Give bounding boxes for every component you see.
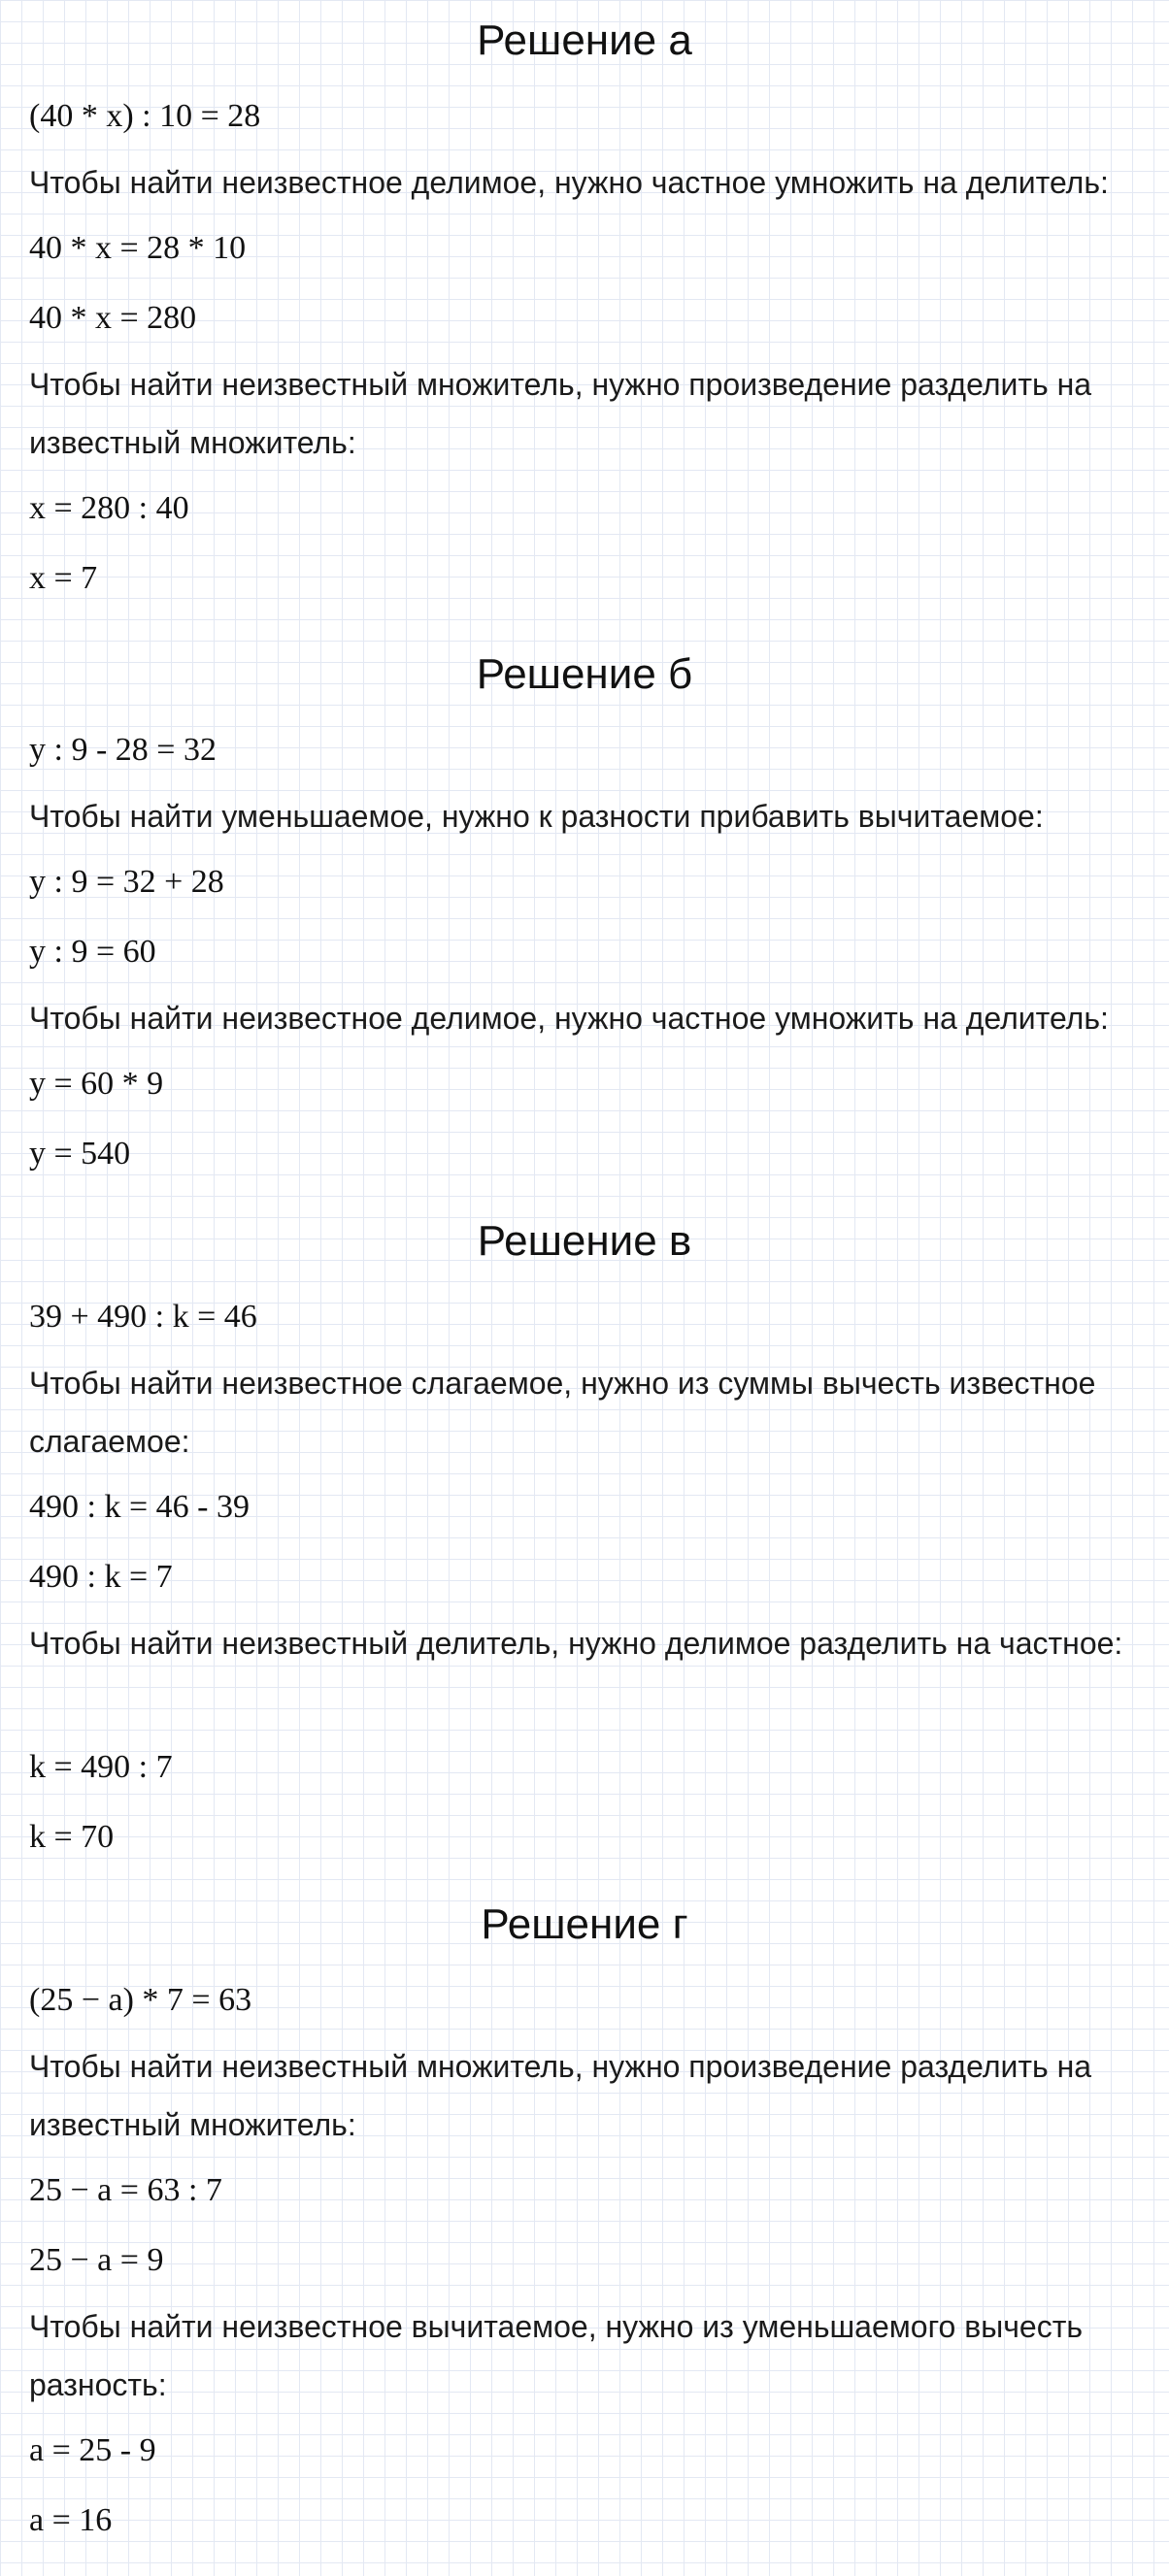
explanation-text: Чтобы найти неизвестный делитель, нужно делимое разделить на частное: bbox=[29, 1626, 1123, 1661]
equation-line: 40 * x = 28 * 10 bbox=[29, 230, 247, 266]
explanation-text: Чтобы найти неизвестное делимое, нужно частное умножить на делитель: bbox=[29, 1001, 1109, 1036]
explanation-text: Чтобы найти неизвестное слагаемое, нужно из суммы вычесть известное слагаемое: bbox=[29, 1366, 1096, 1459]
section-title: Решение а bbox=[477, 17, 692, 64]
equation-line: 490 : k = 46 - 39 bbox=[29, 1489, 250, 1525]
explanation-text: Чтобы найти уменьшаемое, нужно к разности прибавить вычитаемое: bbox=[29, 799, 1044, 834]
section-title: Решение в bbox=[477, 1217, 692, 1265]
equation-line: y = 540 bbox=[29, 1136, 131, 1172]
equation-line: k = 70 bbox=[29, 1819, 115, 1855]
explanation-text: Чтобы найти неизвестный множитель, нужно произведение разделить на известный множитель: bbox=[29, 367, 1092, 460]
equation-line: x = 280 : 40 bbox=[29, 490, 189, 526]
equation-line: 490 : k = 7 bbox=[29, 1559, 173, 1595]
equation-line: a = 25 - 9 bbox=[29, 2432, 156, 2468]
solution-section-a bbox=[0, 0, 1169, 613]
section-title: Решение б bbox=[476, 650, 693, 698]
equation-line: y = 60 * 9 bbox=[29, 1066, 164, 1102]
solution-section-g bbox=[0, 1884, 1169, 2556]
explanation-text: Чтобы найти неизвестное вычитаемое, нужно из уменьшаемого вычесть разность: bbox=[29, 2309, 1084, 2402]
explanation-text: Чтобы найти неизвестный множитель, нужно произведение разделить на известный множитель: bbox=[29, 2049, 1092, 2142]
equation-line: 39 + 490 : k = 46 bbox=[29, 1299, 257, 1335]
equation-line: x = 7 bbox=[29, 560, 98, 596]
equation-line: y : 9 = 32 + 28 bbox=[29, 864, 224, 900]
equation-line: y : 9 - 28 = 32 bbox=[29, 732, 217, 768]
solution-section-v bbox=[0, 1201, 1169, 1872]
section-title: Решение г bbox=[481, 1900, 688, 1948]
equation-line: 25 − a = 9 bbox=[29, 2242, 164, 2278]
equation-line: 40 * x = 280 bbox=[29, 300, 197, 336]
equation-line: (25 − a) * 7 = 63 bbox=[29, 1982, 252, 2018]
equation-line: 25 − a = 63 : 7 bbox=[29, 2172, 222, 2208]
solution-section-b bbox=[0, 634, 1169, 1189]
explanation-text: Чтобы найти неизвестное делимое, нужно частное умножить на делитель: bbox=[29, 165, 1109, 200]
equation-line: y : 9 = 60 bbox=[29, 934, 156, 970]
equation-line: a = 16 bbox=[29, 2502, 113, 2538]
equation-line: (40 * x) : 10 = 28 bbox=[29, 98, 261, 134]
equation-line: k = 490 : 7 bbox=[29, 1749, 173, 1785]
